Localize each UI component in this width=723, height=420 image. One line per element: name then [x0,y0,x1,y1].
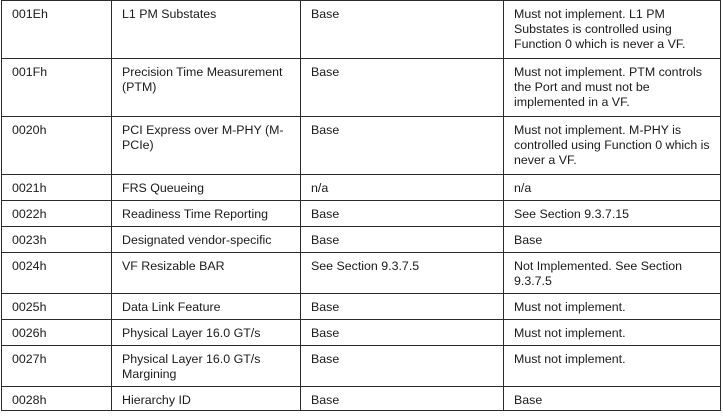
capability-id-cell: 0025h [2,294,112,320]
vf-attribute-cell: n/a [504,175,721,201]
table-row [2,294,721,320]
capability-name-cell: Designated vendor-specific [112,227,301,253]
vf-attribute-cell: Must not implement. [504,294,721,320]
table-row [2,201,721,227]
pf-attribute-cell: See Section 9.3.7.5 [301,253,504,294]
capability-name-cell: Data Link Feature [112,294,301,320]
capability-name-cell: Hierarchy ID [112,387,301,411]
table-row [2,227,721,253]
pf-attribute-cell: Base [301,201,504,227]
table-row [2,59,721,117]
capability-id-cell: 001Eh [2,1,112,59]
pf-attribute-cell: Base [301,227,504,253]
capability-id-cell: 0022h [2,201,112,227]
pf-attribute-cell: Base [301,117,504,175]
table-row [2,175,721,201]
vf-attribute-cell: Must not implement. PTM controls the Port and must not be implemented in a VF. [504,59,721,117]
table-row [2,253,721,294]
capability-id-cell: 0028h [2,387,112,411]
vf-attribute-cell: Must not implement. [504,346,721,387]
capability-name-cell: Precision Time Measurement (PTM) [112,59,301,117]
pf-attribute-cell: Base [301,294,504,320]
capability-id-cell: 001Fh [2,59,112,117]
vf-attribute-cell: Not Implemented. See Section 9.3.7.5 [504,253,721,294]
table-row [2,387,721,411]
vf-attribute-cell: See Section 9.3.7.15 [504,201,721,227]
capability-id-cell: 0021h [2,175,112,201]
vf-attribute-cell: Must not implement. M-PHY is controlled using Function 0 which is never a VF. [504,117,721,175]
vf-attribute-cell: Base [504,387,721,411]
pf-attribute-cell: Base [301,346,504,387]
capability-name-cell: Readiness Time Reporting [112,201,301,227]
pf-attribute-cell: Base [301,59,504,117]
capability-name-cell: Physical Layer 16.0 GT/s [112,320,301,346]
capability-name-cell: L1 PM Substates [112,1,301,59]
capability-id-cell: 0023h [2,227,112,253]
capability-table [1,0,721,411]
capability-id-cell: 0026h [2,320,112,346]
capability-name-cell: VF Resizable BAR [112,253,301,294]
table-row [2,346,721,387]
capability-id-cell: 0027h [2,346,112,387]
capability-name-cell: FRS Queueing [112,175,301,201]
capability-id-cell: 0024h [2,253,112,294]
pf-attribute-cell: n/a [301,175,504,201]
vf-attribute-cell: Base [504,227,721,253]
capability-name-cell: Physical Layer 16.0 GT/s Margining [112,346,301,387]
pf-attribute-cell: Base [301,387,504,411]
pf-attribute-cell: Base [301,1,504,59]
vf-attribute-cell: Must not implement. L1 PM Substates is controlled using Function 0 which is never a VF. [504,1,721,59]
table-row [2,117,721,175]
table-row [2,1,721,59]
capability-id-cell: 0020h [2,117,112,175]
table-row [2,320,721,346]
vf-attribute-cell: Must not implement. [504,320,721,346]
pf-attribute-cell: Base [301,320,504,346]
capability-name-cell: PCI Express over M-PHY (M-PCIe) [112,117,301,175]
